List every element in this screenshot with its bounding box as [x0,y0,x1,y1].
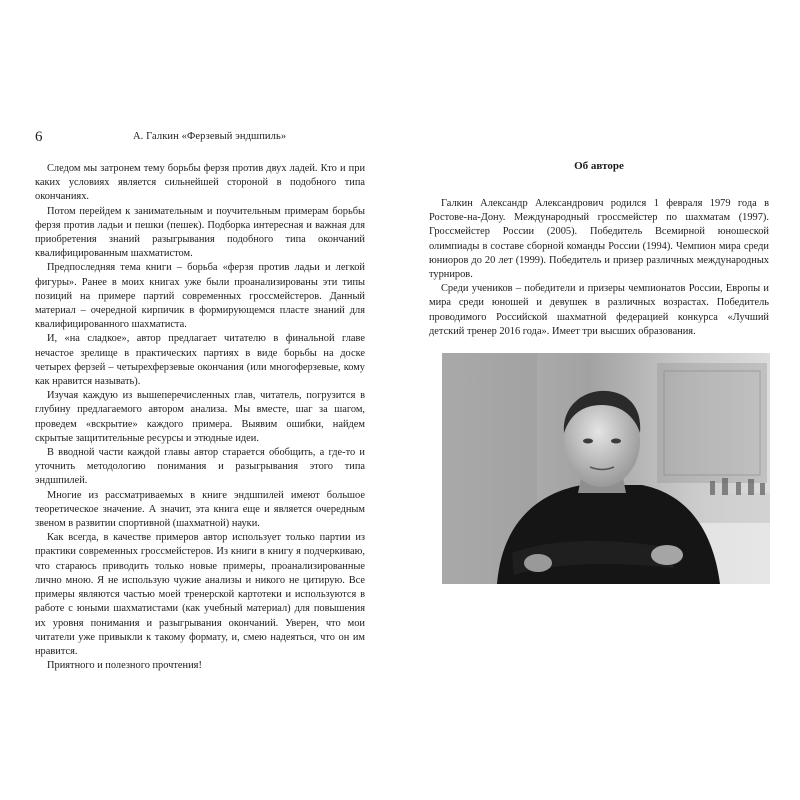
about-paragraph: Галкин Александр Александрович родился 1 февраля 1979 года в Ростове-на-Дону. Международный гроссмейстер по шахматам (1997). Гроссмейстер России (2005). Победитель Всемирной юношеской олимпиады в составе сборной команды России (1994). Чемпион мира среди юниоров до 20 лет (1999). Победитель и призер различных международных турниров. [429,198,769,281]
body-paragraph: Как всегда, в качестве примеров автор использует только партии из практики современных гроссмейстеров. Из книги в книгу я подчеркиваю, что стараюсь приводить только новые примеры, проанализированные лично мною. Я не использую чужие анализы и никого не цитирую. Все примеры являются частью моей тренерской картотеки и используются в работе с юными шахматистами (как учебный материал) для повышения их уровня понимания и разыгрывания окончаний. Уверен, что мои читатели уже привыкли к такому формату, и, смею надеяться, что он им нравится. [35,532,365,657]
body-paragraph: В вводной части каждой главы автор старается обобщить, а где-то и уточнить методологию понимания и разыгрывания этого типа эндшпилей. [35,447,365,487]
body-paragraph: И, «на сладкое», автор предлагает читателю в финальной главе нечастое зрелище в практических партиях в виде борьбы на доске четырех ферзей – четырехферзевые окончания (или многоферзевые, кому как нравится называть). [35,333,365,388]
left-page-body [35,162,365,673]
about-author-title: Об авторе [574,160,624,172]
body-paragraph: Приятного и полезного прочтения! [47,660,202,672]
body-paragraph: Изучая каждую из вышеперечисленных глав, читатель, погрузится в глубину предлагаемого автором анализа. Мы вместе, шаг за шагом, проведем «вскрытие» каждого примера. Выявим ошибки, найдем скрытые защитительные ресурсы и этюдные идеи. [35,390,365,444]
author-photo-illustration [442,353,770,584]
about-paragraph: Среди учеников – победители и призеры чемпионатов России, Европы и мира среди юношей и девушек в различных возрастах. Победитель проводимого Российской шахматной федерацией конкурса «Лучший детский тренер 2016 года». Имеет три высших образования. [429,283,769,337]
about-author-section [429,160,769,339]
body-paragraph: Предпоследняя тема книги – борьба «ферзя против ладьи и легкой фигуры». Ранее в моих книгах уже были проанализированы эти типы позиций на примере партий современных гроссмейстеров. Данный материал – очередной кирпичик в формирующемся пласте знаний для квалифицированного шахматиста. [35,262,365,331]
body-paragraph: Следом мы затронем тему борьбы ферзя против двух ладей. Кто и при каких условиях является сильнейшей стороной в подобного типа окончаниях. [35,163,365,203]
body-paragraph: Многие из рассматриваемых в книге эндшпилей имеют большое теоретическое значение. А значит, эта книга еще и является очередным звеном в развитии спортивной (шахматной) науки. [35,489,365,530]
author-photo [442,353,770,584]
page-number: 6 [35,129,43,145]
body-paragraph: Потом перейдем к занимательным и поучительным примерам борьбы ферзя против ладьи и пешки (пешек). Подборка интересная и важная для приобретения знаний разыгрывания подобного типа окончаний квалифицированным шахматистом. [35,205,365,260]
running-head: А. Галкин «Ферзевый эндшпиль» [133,131,287,142]
